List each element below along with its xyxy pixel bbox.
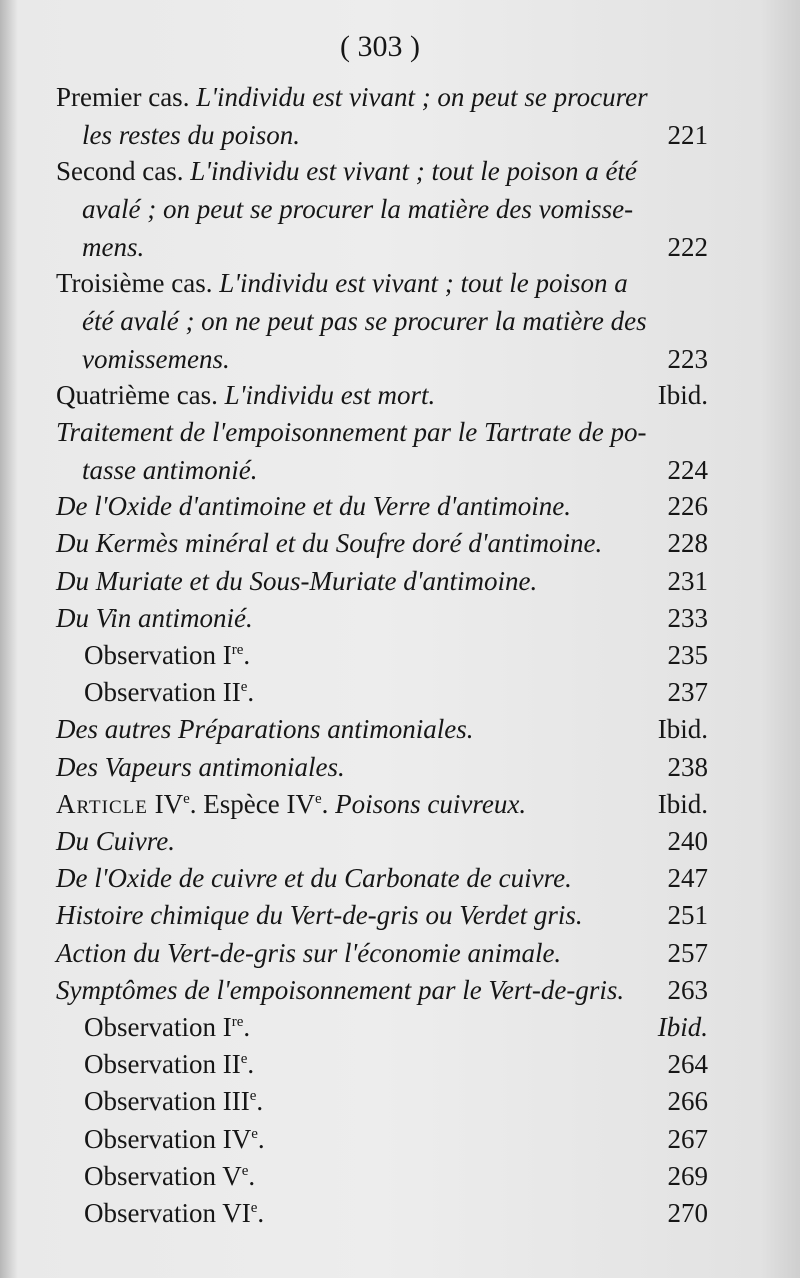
entry-line bbox=[84, 1157, 708, 1195]
entry-title: L'individu est vivant ; tout le poison a bbox=[219, 268, 628, 298]
superscript: re bbox=[231, 1014, 244, 1030]
observation-entry bbox=[84, 1120, 708, 1158]
observation-entry bbox=[84, 1082, 708, 1120]
entry-tail: . bbox=[256, 1086, 264, 1117]
entry-tail: . bbox=[243, 640, 251, 670]
page-reference: 257 bbox=[667, 937, 708, 968]
entry-lead: IV bbox=[147, 788, 184, 819]
entry-title: Poisons cuivreux. bbox=[335, 788, 527, 819]
entry-line bbox=[84, 1008, 708, 1046]
page-reference: Ibid. bbox=[657, 379, 708, 410]
entry-line bbox=[56, 599, 708, 637]
entry-line bbox=[56, 748, 708, 786]
entry-line bbox=[56, 451, 708, 489]
entry-title: tasse antimonié. bbox=[82, 454, 258, 485]
entry-title: avalé ; on peut se procurer la matière des vomisse- bbox=[82, 194, 634, 225]
page-reference: 247 bbox=[667, 863, 708, 894]
entry-title: Traitement de l'empoisonnement par le Tartrate de po- bbox=[56, 416, 647, 447]
entry-title: Du Vin antimonié. bbox=[56, 602, 253, 633]
toc-entry bbox=[56, 78, 708, 154]
entry-title: Du Muriate et du Sous-Muriate d'antimoine. bbox=[56, 565, 538, 596]
page-reference: Ibid. bbox=[657, 714, 708, 745]
entry-tail: . bbox=[321, 788, 329, 819]
entry-tail: . bbox=[257, 1198, 265, 1228]
entry-tail: . Espèce IV bbox=[189, 788, 315, 819]
entry-title: les restes du poison. bbox=[82, 120, 300, 150]
page-reference: 266 bbox=[667, 1086, 708, 1117]
page-reference: 224 bbox=[667, 454, 708, 485]
entry-line bbox=[56, 971, 708, 1009]
entry-lead: Observation I bbox=[84, 1012, 232, 1042]
toc-entry bbox=[56, 934, 708, 972]
entry-line bbox=[56, 340, 708, 378]
entry-title: Histoire chimique du Vert-de-gris ou Verdet gris. bbox=[56, 900, 583, 931]
entry-title: Des Vapeurs antimoniales. bbox=[56, 751, 345, 782]
toc-entry bbox=[56, 376, 708, 414]
entry-lead: Troisième cas. bbox=[56, 268, 213, 298]
page-reference: 267 bbox=[667, 1123, 708, 1154]
toc-entry bbox=[56, 152, 708, 266]
superscript: e bbox=[250, 1200, 258, 1216]
entry-lead: Quatrième cas. bbox=[56, 379, 218, 410]
superscript: e bbox=[241, 1162, 249, 1179]
entry-line bbox=[56, 152, 708, 190]
superscript: e bbox=[251, 1125, 258, 1142]
entry-line bbox=[56, 562, 708, 600]
toc-entry bbox=[56, 785, 708, 823]
page-reference: 226 bbox=[667, 491, 708, 522]
entry-line bbox=[56, 413, 708, 451]
page-reference: 264 bbox=[667, 1049, 708, 1080]
entry-line bbox=[56, 190, 708, 228]
observation-entry bbox=[84, 1157, 708, 1195]
entry-title: Du Cuivre. bbox=[56, 826, 175, 856]
entry-title: Du Kermès minéral et du Soufre doré d'antimoine. bbox=[56, 528, 603, 559]
entry-title: L'individu est mort. bbox=[224, 379, 436, 410]
entry-tail: . bbox=[247, 677, 255, 708]
entry-title: L'individu est vivant ; tout le poison a été bbox=[190, 156, 637, 187]
entry-line bbox=[56, 116, 708, 154]
entry-lead: Observation V bbox=[84, 1160, 242, 1191]
entry-lead: Observation I bbox=[84, 640, 232, 670]
entry-title: De l'Oxide de cuivre et du Carbonate de cuivre. bbox=[56, 863, 572, 894]
page-reference: 235 bbox=[667, 640, 708, 670]
observation-entry bbox=[84, 673, 708, 711]
entry-title: vomissemens. bbox=[82, 344, 230, 374]
page-reference: 221 bbox=[667, 120, 708, 150]
entry-line bbox=[84, 1120, 708, 1158]
entry-title: Action du Vert-de-gris sur l'économie animale. bbox=[56, 937, 562, 968]
page-reference: 238 bbox=[667, 751, 708, 782]
toc-entry bbox=[56, 822, 708, 860]
observation-entry bbox=[84, 636, 708, 674]
page-reference: 270 bbox=[667, 1198, 708, 1228]
article-label: Article bbox=[56, 788, 148, 819]
toc-entry bbox=[56, 971, 708, 1009]
page-reference: Ibid. bbox=[657, 1012, 708, 1042]
observation-entry bbox=[84, 1045, 708, 1083]
entry-line bbox=[56, 859, 708, 897]
page-reference: 233 bbox=[667, 602, 708, 633]
entry-line bbox=[84, 1045, 708, 1083]
entry-tail: . bbox=[247, 1049, 255, 1080]
entry-line bbox=[56, 710, 708, 748]
entry-line bbox=[56, 376, 708, 414]
page-reference: 269 bbox=[667, 1160, 708, 1191]
toc-entry bbox=[56, 748, 708, 786]
toc-entry bbox=[56, 599, 708, 637]
entry-line bbox=[56, 78, 708, 116]
entry-line bbox=[56, 264, 708, 302]
page-reference: 237 bbox=[667, 677, 708, 708]
page-reference: 223 bbox=[667, 344, 708, 374]
entry-lead: Observation IV bbox=[84, 1123, 252, 1154]
superscript: e bbox=[183, 790, 190, 807]
toc-entry bbox=[56, 487, 708, 525]
superscript: e bbox=[240, 1051, 248, 1068]
entry-tail: . bbox=[248, 1160, 256, 1191]
entry-tail: . bbox=[243, 1012, 251, 1042]
superscript: e bbox=[240, 679, 248, 696]
entry-line bbox=[56, 487, 708, 525]
toc-entry bbox=[56, 896, 708, 934]
entry-line bbox=[84, 636, 708, 674]
entry-line bbox=[56, 896, 708, 934]
toc-entry bbox=[56, 859, 708, 897]
entry-lead: Observation II bbox=[84, 677, 241, 708]
toc-entry bbox=[56, 524, 708, 562]
entry-line bbox=[56, 822, 708, 860]
page-reference: 263 bbox=[667, 974, 708, 1005]
page-reference: 228 bbox=[667, 528, 708, 559]
entry-line bbox=[84, 673, 708, 711]
superscript: e bbox=[314, 790, 322, 807]
superscript: e bbox=[249, 1088, 257, 1105]
entry-title: Symptômes de l'empoisonnement par le Vert-de-gris. bbox=[56, 974, 625, 1005]
entry-line bbox=[56, 228, 708, 266]
toc-entry bbox=[56, 710, 708, 748]
entry-line bbox=[84, 1082, 708, 1120]
entry-lead: Observation III bbox=[84, 1086, 250, 1117]
page-reference: 240 bbox=[667, 826, 708, 856]
entry-line bbox=[84, 1194, 708, 1232]
entry-lead: Observation II bbox=[84, 1049, 241, 1080]
entry-tail: . bbox=[257, 1123, 265, 1154]
observation-entry bbox=[84, 1194, 708, 1232]
entry-lead: Premier cas. bbox=[56, 82, 190, 112]
entry-lead: Observation VI bbox=[84, 1198, 251, 1228]
toc-entry bbox=[56, 264, 708, 378]
observation-entry bbox=[84, 1008, 708, 1046]
entry-line bbox=[56, 785, 708, 823]
page-reference: Ibid. bbox=[657, 788, 708, 819]
entry-title: Des autres Préparations antimoniales. bbox=[56, 714, 474, 745]
entry-lead: Second cas. bbox=[56, 156, 184, 187]
page-reference: 251 bbox=[667, 900, 708, 931]
page-reference: 222 bbox=[667, 232, 708, 263]
entry-title: été avalé ; on ne peut pas se procurer la matière des bbox=[82, 306, 647, 336]
entry-line bbox=[56, 524, 708, 562]
entry-title: mens. bbox=[82, 232, 145, 263]
entry-title: L'individu est vivant ; on peut se procurer bbox=[196, 82, 648, 112]
toc-entry bbox=[56, 413, 708, 489]
superscript: re bbox=[231, 642, 244, 658]
page-reference: 231 bbox=[667, 565, 708, 596]
page-number: ( 303 ) bbox=[340, 30, 420, 63]
entry-line bbox=[56, 934, 708, 972]
entry-line bbox=[56, 302, 708, 340]
toc-entry bbox=[56, 562, 708, 600]
entry-title: De l'Oxide d'antimoine et du Verre d'antimoine. bbox=[56, 491, 571, 522]
